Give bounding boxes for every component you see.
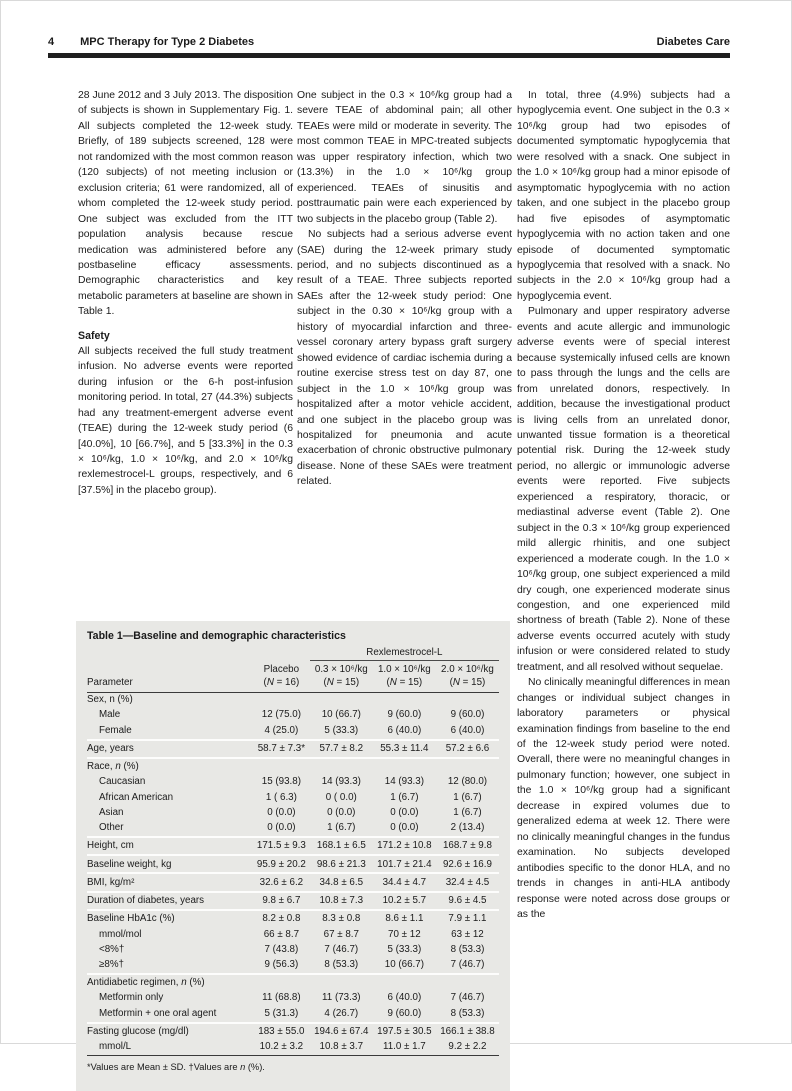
value-cell — [253, 758, 310, 775]
table-row — [87, 873, 499, 891]
value-cell: 101.7 ± 21.4 — [373, 855, 436, 873]
value-cell: 7 (43.8) — [264, 943, 299, 955]
value-cell: 11.0 ± 1.7 — [382, 1041, 426, 1053]
value-cell: 9 (60.0) — [450, 709, 485, 721]
paragraph: No clinically meaningful differences in mean changes or individual subject changes in laboratory parameters or physical examination findings from baseline to the end of the 12-week study period were noted. Overall, there were no meaningful changes in pulmonary function; however, one subject in the 1.0 × 10⁶/kg group had a significant decrease in expired volumes due to generalized edema at week 12. There were no clinically meaningful changes in the fundus examination. No subjects developed antibodies specific to the donor HLA, and no trends in changes in anti-HLA antibody response were noted across dose groups or as the — [517, 677, 730, 921]
value-cell: 11 (68.8) — [262, 992, 301, 1004]
parameter-cell: Male — [99, 709, 121, 721]
value-cell: 1 (6.7) — [453, 806, 482, 818]
text-column-2 — [297, 88, 512, 490]
table-row — [87, 758, 499, 775]
spanner-spacer — [87, 647, 310, 661]
parameter-cell: Height, cm — [87, 837, 253, 855]
value-cell: 9 (60.0) — [387, 1007, 422, 1019]
value-cell: 92.6 ± 16.9 — [436, 855, 499, 873]
value-cell: 32.4 ± 4.5 — [436, 873, 499, 891]
value-cell — [310, 693, 373, 709]
value-cell: 6 (40.0) — [450, 724, 485, 736]
table-row — [87, 927, 499, 942]
value-cell: 10 (66.7) — [321, 709, 361, 721]
value-cell: 32.6 ± 6.2 — [253, 873, 310, 891]
table-row — [87, 775, 499, 790]
value-cell: 1 (6.7) — [390, 791, 419, 803]
value-cell: 34.8 ± 6.5 — [310, 873, 373, 891]
col-header-dose-10 — [373, 661, 436, 693]
paragraph: 28 June 2012 and 3 July 2013. The disposition of subjects is shown in Supplementary Fig. 1. All subjects completed the 12-week study. Briefly, of 189 subjects screened, 128 were not randomized with the most common reason (120 subjects) of not meeting inclusion or exclusion criteria; 61 were randomized, all of whom completed the 12-week study period. One subject was excluded from the ITT population analysis because rescue medication was administered before any postbaseline efficacy assessments. Demographic characteristics and key metabolic parameters at baseline are shown in Table 1. — [78, 90, 293, 318]
table-body — [87, 693, 499, 1056]
value-cell — [253, 693, 310, 709]
col-header-line1: Placebo — [263, 664, 300, 675]
value-cell: 4 (26.7) — [324, 1007, 359, 1019]
value-cell: 0 (0.0) — [390, 821, 419, 833]
table-row — [87, 723, 499, 739]
value-cell: 197.5 ± 30.5 — [373, 1023, 436, 1040]
value-cell: 183 ± 55.0 — [253, 1023, 310, 1040]
parameter-header: Parameter — [87, 661, 253, 693]
parameter-cell: ≥8%† — [99, 958, 124, 970]
col-header-placebo — [253, 661, 310, 693]
value-cell: 10.8 ± 7.3 — [310, 892, 373, 910]
table-row — [87, 1006, 499, 1022]
journal-name: Diabetes Care — [656, 36, 730, 48]
parameter-cell: Fasting glucose (mg/dl) — [87, 1023, 253, 1040]
col-header-line1: 2.0 × 10⁶/kg — [441, 664, 494, 675]
value-cell — [373, 693, 436, 709]
value-cell — [310, 974, 373, 991]
paragraph: One subject in the 0.3 × 10⁶/kg group had a severe TEAE of abdominal pain; all other TEAEs were mild or moderate in severity. The most common TEAE in MPC-treated subjects was upper respiratory infection, which two (13.3%) in the 1.0 × 10⁶/kg group experienced. TEAEs of sinusitis and posttraumatic pain were each experienced by two subjects in the placebo group (Table 2). — [297, 90, 512, 225]
value-cell: 0 (0.0) — [267, 821, 296, 833]
baseline-characteristics-table — [87, 647, 499, 1056]
parameter-cell: Female — [99, 724, 132, 736]
value-cell: 9.8 ± 6.7 — [253, 892, 310, 910]
value-cell — [253, 974, 310, 991]
table-row — [87, 910, 499, 927]
parameter-cell: Other — [99, 821, 124, 833]
table-row — [87, 790, 499, 805]
table-row — [87, 855, 499, 873]
parameter-cell: Metformin + one oral agent — [99, 1007, 217, 1019]
value-cell: 168.7 ± 9.8 — [436, 837, 499, 855]
value-cell: 8.3 ± 0.8 — [310, 910, 373, 927]
text-column-3 — [517, 88, 730, 922]
value-cell: 55.3 ± 11.4 — [373, 740, 436, 758]
value-cell: 15 (93.8) — [261, 776, 301, 788]
value-cell: 4 (25.0) — [264, 724, 299, 736]
table-row — [87, 991, 499, 1006]
parameter-cell: Duration of diabetes, years — [87, 892, 253, 910]
value-cell — [436, 974, 499, 991]
table-row — [87, 693, 499, 709]
running-head-left — [48, 36, 254, 48]
table-row — [87, 1040, 499, 1056]
value-cell: 171.2 ± 10.8 — [373, 837, 436, 855]
value-cell: 166.1 ± 38.8 — [436, 1023, 499, 1040]
table-row — [87, 837, 499, 855]
table-row — [87, 1023, 499, 1040]
parameter-cell: Sex, n (%) — [87, 694, 133, 706]
parameter-cell: mmol/mol — [99, 928, 142, 940]
table-1-panel — [76, 621, 510, 1091]
value-cell — [373, 758, 436, 775]
value-cell: 70 ± 12 — [388, 928, 421, 940]
value-cell: 0 ( 0.0) — [325, 791, 357, 803]
table-title: Table 1—Baseline and demographic characteristics — [87, 630, 346, 642]
col-header-line2: (N = 15) — [323, 676, 360, 688]
col-header-line1: 0.3 × 10⁶/kg — [314, 664, 368, 675]
header-rule — [48, 53, 730, 58]
col-header-line2: (N = 15) — [449, 676, 486, 688]
value-cell: 57.7 ± 8.2 — [310, 740, 373, 758]
value-cell: 9 (60.0) — [387, 709, 422, 721]
parameter-cell: Age, years — [87, 740, 253, 758]
table-row — [87, 806, 499, 821]
parameter-cell: Baseline HbA1c (%) — [87, 910, 253, 927]
table-row — [87, 958, 499, 974]
parameter-cell: African American — [99, 791, 174, 803]
parameter-cell: Race, n (%) — [87, 758, 253, 775]
col-header-dose-20 — [436, 661, 499, 693]
parameter-cell: BMI, kg/m² — [87, 873, 253, 891]
value-cell: 171.5 ± 9.3 — [253, 837, 310, 855]
value-cell: 0 (0.0) — [390, 806, 419, 818]
table-row — [87, 892, 499, 910]
spanner-label: Rexlemestrocel-L — [310, 647, 499, 661]
paragraph: All subjects received the full study treatment infusion. No adverse events were reported during infusion or the 6-h post-infusion monitoring period. In total, 27 (44.3%) subjects had any treatment-emergent adverse event (TEAE) during the 12-week study period (6 [40.0%], 10 [66.7%], and 5 [33.3%] in the 0.3 × 10⁶/kg, 1.0 × 10⁶/kg, and 2.0 × 10⁶/kg rexlemestrocel-L groups, respectively, and 6 [37.5%] in the placebo group). — [78, 345, 293, 496]
value-cell: 7 (46.7) — [450, 958, 485, 970]
parameter-cell: <8%† — [99, 943, 125, 955]
value-cell: 7 (46.7) — [450, 992, 485, 1004]
page-number: 4 — [48, 36, 55, 48]
value-cell: 12 (80.0) — [447, 776, 488, 788]
value-cell: 8.6 ± 1.1 — [373, 910, 436, 927]
table-row — [87, 821, 499, 837]
value-cell: 58.7 ± 7.3* — [253, 740, 310, 758]
column-header-row — [87, 661, 499, 693]
running-head — [48, 36, 730, 48]
col-header-line2: (N = 16) — [263, 676, 300, 688]
value-cell — [373, 974, 436, 991]
safety-heading: Safety — [78, 329, 110, 342]
value-cell: 7.9 ± 1.1 — [436, 910, 499, 927]
value-cell: 9 (56.3) — [264, 958, 299, 970]
col-header-line2: (N = 15) — [386, 676, 423, 688]
value-cell: 10 (66.7) — [384, 958, 424, 970]
value-cell: 9.6 ± 4.5 — [436, 892, 499, 910]
value-cell: 10.2 ± 5.7 — [373, 892, 436, 910]
value-cell: 0 (0.0) — [267, 806, 296, 818]
value-cell: 194.6 ± 67.4 — [310, 1023, 373, 1040]
value-cell — [436, 758, 499, 775]
value-cell — [310, 758, 373, 775]
running-title: MPC Therapy for Type 2 Diabetes — [80, 36, 255, 48]
table-row — [87, 708, 499, 723]
value-cell: 5 (33.3) — [387, 943, 422, 955]
text-column-1 — [78, 88, 293, 498]
paragraph: In total, three (4.9%) subjects had a hypoglycemia event. One subject in the 0.3 × 10⁶/kg group had two episodes of documented symptomatic hypoglycemia that were resolved with a snack. One subject in the 1.0 × 10⁶/kg group had a minor episode of asymptomatic hypoglycemia with no action taken, and one subject in the placebo group had five episodes of asymptomatic hypoglycemia with no action taken and one episode of documented symptomatic hypoglycemia that resolved with a snack. No subjects in the 2.0 × 10⁶/kg group had a hypoglycemia event. — [517, 90, 730, 302]
spanner-row — [87, 647, 499, 661]
table-row — [87, 942, 499, 957]
value-cell: 9.2 ± 2.2 — [448, 1041, 487, 1053]
value-cell: 66 ± 8.7 — [263, 928, 300, 940]
col-header-line1: 1.0 × 10⁶/kg — [377, 664, 431, 675]
value-cell: 10.8 ± 3.7 — [319, 1041, 364, 1053]
parameter-cell: mmol/L — [99, 1041, 132, 1053]
value-cell: 1 (6.7) — [453, 791, 482, 803]
value-cell: 168.1 ± 6.5 — [310, 837, 373, 855]
value-cell: 34.4 ± 4.7 — [373, 873, 436, 891]
parameter-cell: Asian — [99, 806, 124, 818]
parameter-cell: Baseline weight, kg — [87, 855, 253, 873]
value-cell: 8 (53.3) — [324, 958, 359, 970]
col-header-dose-03 — [310, 661, 373, 693]
value-cell: 8 (53.3) — [450, 943, 485, 955]
value-cell: 0 (0.0) — [327, 806, 356, 818]
value-cell — [436, 693, 499, 709]
paragraph: No subjects had a serious adverse event (SAE) during the 12-week primary study period, and no subjects discontinued as a result of a TEAE. Three subjects reported SAEs after the 12-week study period: One subject in the 0.30 × 10⁶/kg group with a history of myocardial infarction and three-vessel coronary artery bypass graft surgery showed evidence of cardiac ischemia during a routine exercise stress test on day 87, one subject in the 1.0 × 10⁶/kg group was hospitalized after a motor vehicle accident, and one subject in the placebo group was hospitalized for pneumonia and acute exacerbation of chronic obstructive pulmonary disease. None of these SAEs were treatment related. — [297, 229, 512, 488]
value-cell: 14 (93.3) — [384, 776, 424, 788]
value-cell: 6 (40.0) — [387, 992, 422, 1004]
value-cell: 63 ± 12 — [451, 928, 484, 940]
value-cell: 12 (75.0) — [261, 709, 301, 721]
value-cell: 8.2 ± 0.8 — [253, 910, 310, 927]
parameter-cell: Antidiabetic regimen, n (%) — [87, 974, 253, 991]
value-cell: 98.6 ± 21.3 — [310, 855, 373, 873]
parameter-cell: Caucasian — [99, 776, 146, 788]
value-cell: 10.2 ± 3.2 — [259, 1041, 304, 1053]
value-cell: 11 (73.3) — [322, 992, 361, 1004]
value-cell: 67 ± 8.7 — [323, 928, 359, 940]
value-cell: 5 (33.3) — [324, 724, 359, 736]
table-row — [87, 740, 499, 758]
paragraph: Pulmonary and upper respiratory adverse events and acute allergic and immunologic adverse events were of special interest because systemically infused cells are known to pass through the lungs and the cells are from unrelated donors, respectively. In addition, because the investigational product is living cells from an unrelated donor, unwanted tissue formation is a theoretical potential risk. During the 12-week study period, no allergic or immunologic adverse events were reported. Five subjects experienced a respiratory, thoracic, or mediastinal adverse event (Table 2). One subject in the 0.3 × 10⁶/kg group experienced mild allergic rhinitis, and one subject experienced a moderate cough. In the 1.0 × 10⁶/kg group, one subject experienced a mild dry cough, one experienced moderate sinus congestion, and one experienced mild shortness of breath (Table 2). None of these adverse events occurred acutely with study infusion or were considered related to study treatment, and all resolved without sequelae. — [517, 306, 730, 673]
value-cell: 57.2 ± 6.6 — [436, 740, 499, 758]
value-cell: 1 ( 6.3) — [265, 791, 297, 803]
value-cell: 14 (93.3) — [321, 776, 361, 788]
value-cell: 2 (13.4) — [450, 821, 485, 833]
parameter-cell: Metformin only — [99, 992, 164, 1004]
value-cell: 5 (31.3) — [264, 1007, 299, 1019]
value-cell: 7 (46.7) — [324, 943, 359, 955]
value-cell: 1 (6.7) — [327, 821, 356, 833]
table-row — [87, 974, 499, 991]
value-cell: 8 (53.3) — [450, 1007, 485, 1019]
value-cell: 6 (40.0) — [387, 724, 422, 736]
value-cell: 95.9 ± 20.2 — [253, 855, 310, 873]
table-footnote: *Values are Mean ± SD. †Values are n (%). — [87, 1061, 265, 1072]
